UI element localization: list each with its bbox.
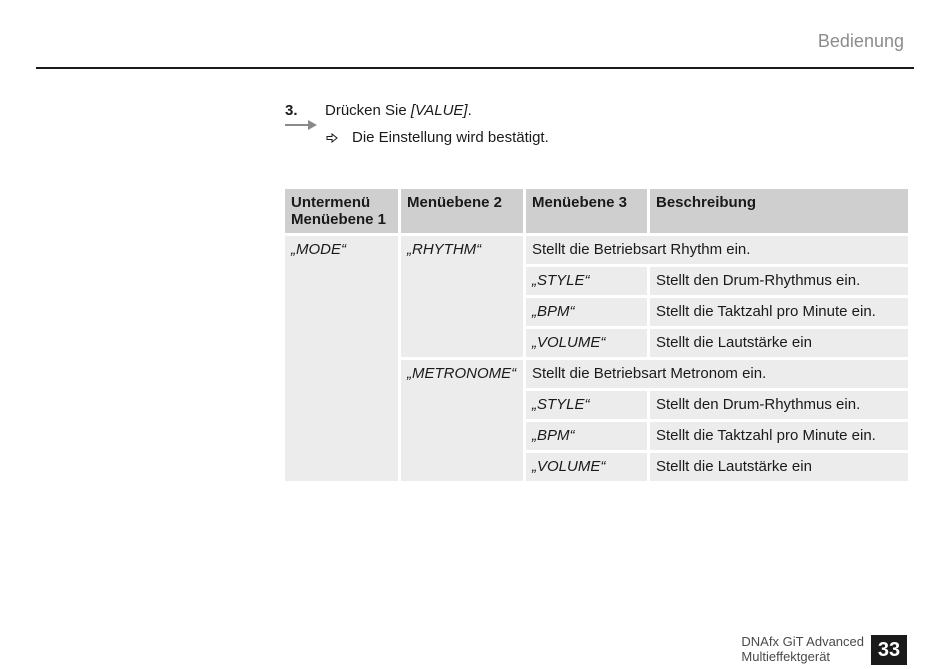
header-untermenue: Untermenü Menüebene 1 [285, 189, 398, 233]
rhythm-cell: „RHYTHM“ [401, 236, 523, 357]
table-cell-description: Stellt den Drum-Rhythmus ein. [650, 267, 908, 295]
page-number: 33 [871, 635, 907, 665]
table-cell-description: Stellt die Lautstärke ein [650, 453, 908, 481]
step-text-prefix: Drücken Sie [325, 102, 411, 119]
footer-product-type: Multieffektgerät [741, 649, 831, 664]
table-header-row [285, 189, 908, 233]
table-row [285, 236, 908, 264]
mode-cell: „MODE“ [285, 236, 398, 481]
table-cell-item: „VOLUME“ [526, 329, 647, 357]
menu-table [282, 186, 911, 484]
header-menuebene-3: Menüebene 3 [526, 189, 647, 233]
section-title: Bedienung [817, 31, 904, 51]
table-cell-description: Stellt die Lautstärke ein [650, 329, 908, 357]
metronome-cell: „METRONOME“ [401, 360, 523, 481]
table-cell-description: Stellt die Taktzahl pro Minute ein. [650, 422, 908, 450]
table-cell-description: Stellt den Drum-Rhythmus ein. [650, 391, 908, 419]
step-arrow-icon [285, 120, 319, 132]
result-arrow-icon [326, 133, 338, 143]
table-cell-description: Stellt die Taktzahl pro Minute ein. [650, 298, 908, 326]
step-text-suffix: . [467, 102, 472, 119]
instruction-step [285, 102, 472, 121]
step-number: 3. [285, 102, 298, 119]
step-key: [VALUE] [410, 102, 468, 119]
header-divider [36, 67, 914, 69]
table-cell-item: „VOLUME“ [526, 453, 647, 481]
rhythm-description: Stellt die Betriebsart Rhythm ein. [526, 236, 908, 264]
table-cell-item: „STYLE“ [526, 391, 647, 419]
step-result [326, 129, 549, 146]
table-cell-item: „BPM“ [526, 422, 647, 450]
metronome-description: Stellt die Betriebsart Metronom ein. [526, 360, 908, 388]
step-text [325, 102, 472, 119]
table-cell-item: „BPM“ [526, 298, 647, 326]
result-text: Die Einstellung wird bestätigt. [352, 129, 549, 146]
header-beschreibung: Beschreibung [650, 189, 908, 233]
footer-product [741, 634, 864, 664]
header-menuebene-2: Menüebene 2 [401, 189, 523, 233]
table-cell-item: „STYLE“ [526, 267, 647, 295]
footer-product-name: DNAfx GiT Advanced [741, 634, 864, 649]
